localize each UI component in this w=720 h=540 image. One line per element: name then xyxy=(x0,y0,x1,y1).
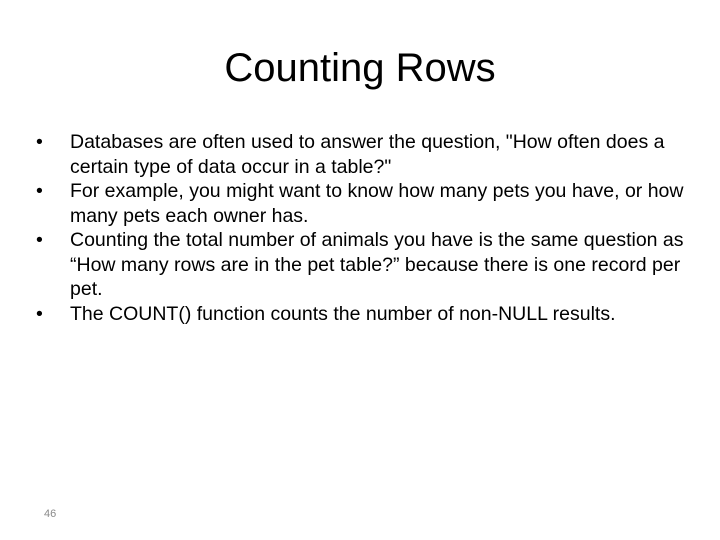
bullet-text-3: Counting the total number of animals you have is the same question as “How many rows are in the pet table?” because there is one record per pet. xyxy=(70,229,684,300)
bullet-text-1: Databases are often used to answer the question, "How often does a certain type of data occur in a table?" xyxy=(70,131,665,178)
bullet-list xyxy=(36,130,696,326)
bullet-item-4 xyxy=(36,302,696,327)
bullet-text-2: For example, you might want to know how many pets you have, or how many pets each owner has. xyxy=(70,180,684,227)
bullet-icon: • xyxy=(36,229,43,251)
bullet-item-2 xyxy=(36,179,696,228)
bullet-item-3 xyxy=(36,228,696,302)
page-number: 46 xyxy=(44,508,57,520)
bullet-text-4: The COUNT() function counts the number of non-NULL results. xyxy=(70,302,616,325)
bullet-icon: • xyxy=(36,131,43,153)
slide-title: Counting Rows xyxy=(224,46,496,90)
bullet-icon: • xyxy=(36,302,43,325)
bullet-icon: • xyxy=(36,180,43,202)
bullet-item-1 xyxy=(36,130,696,179)
